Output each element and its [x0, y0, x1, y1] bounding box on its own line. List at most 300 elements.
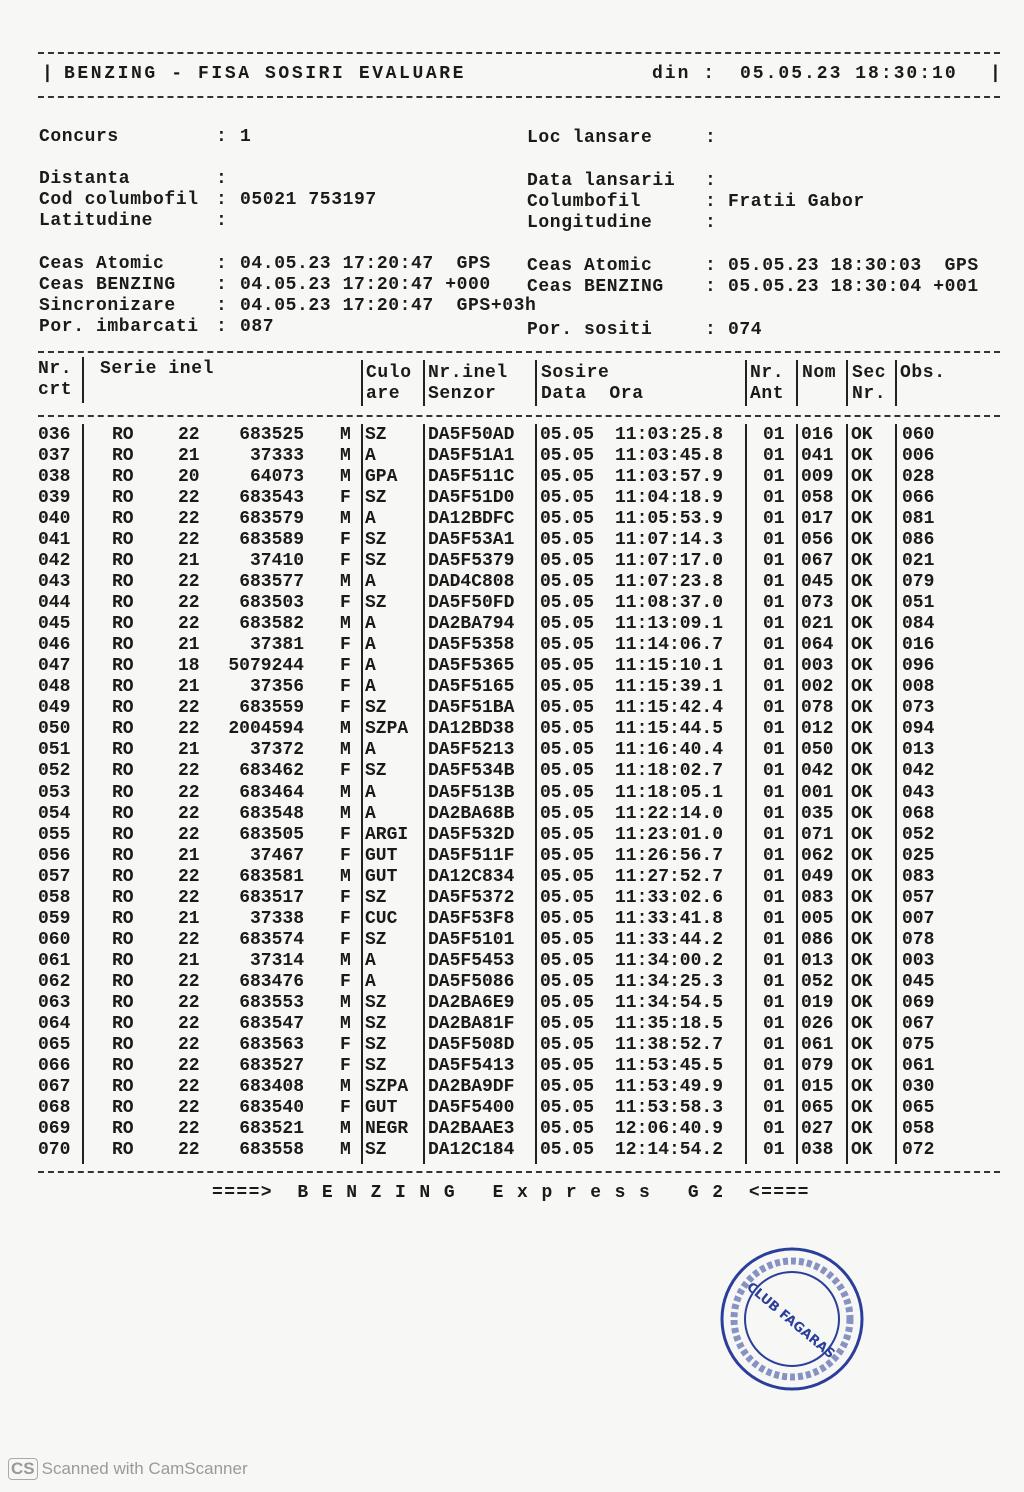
cell-nr-crt: 040 [38, 509, 71, 530]
cell-obs: 042 [902, 761, 935, 782]
cell-sensor: DA5F532D [428, 824, 515, 845]
cell-country: RO [112, 971, 134, 992]
cell-nr-crt: 054 [38, 803, 71, 824]
cell-country: RO [112, 635, 134, 656]
cell-ring-number: 683543 [239, 488, 304, 509]
cell-nr-crt: 063 [38, 992, 71, 1013]
cell-sec: OK [851, 992, 873, 1013]
cell-color: SZ [365, 887, 387, 908]
cell-sensor: DA5F5101 [428, 929, 515, 950]
cell-arrival-time: 11:23:01.0 [615, 824, 724, 845]
cell-nr-crt: 067 [38, 1076, 71, 1097]
cell-obs: 067 [902, 1013, 935, 1034]
r-ceas-atomic-value: 05.05.23 18:30:03 GPS [728, 256, 979, 276]
cell-nr-ant: 01 [763, 509, 785, 530]
cell-ring-number: 683563 [239, 1034, 304, 1055]
cell-sensor: DA5F5453 [428, 950, 515, 971]
cell-nr-crt: 042 [38, 551, 71, 572]
cell-year: 21 [178, 740, 200, 761]
cell-sec: OK [851, 908, 873, 929]
table-row [0, 488, 1024, 509]
cell-sensor: DA5F511F [428, 845, 515, 866]
cod-label: Cod columbofil [39, 190, 199, 210]
cell-sensor: DA5F511C [428, 467, 515, 488]
cell-country: RO [112, 614, 134, 635]
table-row [0, 614, 1024, 635]
cell-ring-number: 683558 [239, 1140, 304, 1161]
table-row [0, 530, 1024, 551]
colon: : [705, 256, 717, 276]
column-divider [846, 424, 848, 1164]
cell-nr-ant: 01 [763, 656, 785, 677]
cell-arrival-date: 05.05 [540, 992, 595, 1013]
cell-ring-number: 683527 [239, 1055, 304, 1076]
cod-value: 05021 753197 [240, 190, 377, 210]
cell-arrival-time: 11:27:52.7 [615, 866, 724, 887]
cell-arrival-date: 05.05 [540, 1013, 595, 1034]
cell-sec: OK [851, 698, 873, 719]
cell-nr-crt: 061 [38, 950, 71, 971]
cell-obs: 066 [902, 488, 935, 509]
cell-nr-crt: 055 [38, 824, 71, 845]
cell-ring-number: 683577 [239, 572, 304, 593]
cell-sex: F [340, 1055, 351, 1076]
column-divider [535, 360, 537, 406]
cell-color: GUT [365, 845, 398, 866]
cell-sec: OK [851, 929, 873, 950]
cell-country: RO [112, 530, 134, 551]
cell-sec: OK [851, 803, 873, 824]
table-row [0, 551, 1024, 572]
cell-arrival-date: 05.05 [540, 1118, 595, 1139]
cell-color: A [365, 656, 376, 677]
cell-color: SZ [365, 1055, 387, 1076]
cell-nr-ant: 01 [763, 1055, 785, 1076]
colon: : [216, 127, 228, 147]
cell-arrival-time: 12:06:40.9 [615, 1118, 724, 1139]
data-lansarii-label: Data lansarii [527, 171, 676, 191]
cell-ring-number: 683574 [239, 929, 304, 950]
cell-arrival-date: 05.05 [540, 677, 595, 698]
colon: : [705, 171, 717, 191]
cell-nr-crt: 046 [38, 635, 71, 656]
cell-arrival-date: 05.05 [540, 1097, 595, 1118]
cell-arrival-time: 11:26:56.7 [615, 845, 724, 866]
cell-country: RO [112, 1034, 134, 1055]
cell-year: 22 [178, 530, 200, 551]
cell-nr-crt: 062 [38, 971, 71, 992]
cell-country: RO [112, 782, 134, 803]
cell-year: 22 [178, 1076, 200, 1097]
colon: : [705, 277, 717, 297]
cell-year: 22 [178, 992, 200, 1013]
cell-arrival-time: 11:53:49.9 [615, 1076, 724, 1097]
th-sec-nr: Nr. [852, 384, 887, 404]
cell-year: 22 [178, 614, 200, 635]
cell-arrival-date: 05.05 [540, 950, 595, 971]
cell-country: RO [112, 929, 134, 950]
cell-color: A [365, 614, 376, 635]
cell-color: GPA [365, 467, 398, 488]
table-row [0, 572, 1024, 593]
cell-arrival-date: 05.05 [540, 929, 595, 950]
imbarcati-value: 087 [240, 317, 275, 337]
cell-arrival-time: 11:18:02.7 [615, 761, 724, 782]
imbarcati-label: Por. imbarcati [39, 317, 199, 337]
cell-ring-number: 683462 [239, 761, 304, 782]
colon: : [705, 213, 717, 233]
cell-obs: 083 [902, 866, 935, 887]
cell-arrival-date: 05.05 [540, 635, 595, 656]
table-row [0, 425, 1024, 446]
cell-arrival-time: 11:15:42.4 [615, 698, 724, 719]
club-stamp [718, 1245, 866, 1393]
cell-nr-ant: 01 [763, 908, 785, 929]
cell-nr-crt: 038 [38, 467, 71, 488]
cell-nr-ant: 01 [763, 467, 785, 488]
colon: : [216, 211, 228, 231]
cell-sec: OK [851, 1034, 873, 1055]
cell-ring-number: 5079244 [228, 656, 304, 677]
cell-nom: 083 [801, 887, 834, 908]
cell-arrival-date: 05.05 [540, 1034, 595, 1055]
cell-sensor: DA5F51A1 [428, 446, 515, 467]
cell-nom: 045 [801, 572, 834, 593]
cell-ring-number: 683559 [239, 698, 304, 719]
camscanner-logo: CS [8, 1458, 38, 1480]
table-row [0, 888, 1024, 909]
cell-obs: 060 [902, 425, 935, 445]
cell-sex: F [340, 593, 351, 614]
cell-obs: 052 [902, 824, 935, 845]
cell-year: 21 [178, 845, 200, 866]
th-crt: crt [38, 380, 73, 400]
cell-nom: 019 [801, 992, 834, 1013]
cell-sensor: DA12C184 [428, 1140, 515, 1161]
cell-nr-ant: 01 [763, 1076, 785, 1097]
cell-color: A [365, 740, 376, 761]
cell-year: 22 [178, 887, 200, 908]
cell-sex: F [340, 1097, 351, 1118]
lat-label: Latitudine [39, 211, 154, 231]
cell-nom: 015 [801, 1076, 834, 1097]
cell-sex: M [340, 866, 351, 887]
cell-country: RO [112, 551, 134, 572]
cell-arrival-date: 05.05 [540, 656, 595, 677]
th-ant: Ant [750, 384, 785, 404]
column-divider [535, 424, 537, 1164]
cell-sensor: DA5F5358 [428, 635, 515, 656]
cell-arrival-date: 05.05 [540, 1140, 595, 1161]
table-row [0, 825, 1024, 846]
cell-obs: 065 [902, 1097, 935, 1118]
cell-nr-crt: 052 [38, 761, 71, 782]
cell-sensor: DA5F53A1 [428, 530, 515, 551]
cell-year: 22 [178, 1140, 200, 1161]
cell-sensor: DA2BA794 [428, 614, 515, 635]
cell-nr-crt: 049 [38, 698, 71, 719]
cell-nr-crt: 037 [38, 446, 71, 467]
cell-year: 22 [178, 824, 200, 845]
cell-obs: 003 [902, 950, 935, 971]
cell-country: RO [112, 677, 134, 698]
table-row [0, 740, 1024, 761]
cell-sex: F [340, 761, 351, 782]
cell-sec: OK [851, 866, 873, 887]
cell-color: SZ [365, 593, 387, 614]
cell-nr-ant: 01 [763, 782, 785, 803]
cell-sec: OK [851, 1013, 873, 1034]
cell-sec: OK [851, 1140, 873, 1161]
cell-nom: 056 [801, 530, 834, 551]
cell-arrival-date: 05.05 [540, 425, 595, 445]
cell-nom: 016 [801, 425, 834, 445]
cell-sensor: DA5F5400 [428, 1097, 515, 1118]
cell-arrival-time: 11:33:44.2 [615, 929, 724, 950]
cell-sec: OK [851, 677, 873, 698]
cell-sensor: DA2BA9DF [428, 1076, 515, 1097]
cell-obs: 057 [902, 887, 935, 908]
cell-sensor: DA5F50FD [428, 593, 515, 614]
loc-label: Loc lansare [527, 128, 653, 148]
cell-year: 22 [178, 572, 200, 593]
cell-color: SZ [365, 530, 387, 551]
cell-ring-number: 683503 [239, 593, 304, 614]
cell-obs: 075 [902, 1034, 935, 1055]
cell-nom: 002 [801, 677, 834, 698]
cell-sensor: DA5F5413 [428, 1055, 515, 1076]
cell-sex: M [340, 1140, 351, 1161]
cell-color: CUC [365, 908, 398, 929]
cell-color: SZ [365, 761, 387, 782]
cell-sensor: DA5F50AD [428, 425, 515, 445]
table-row [0, 1077, 1024, 1098]
cell-year: 21 [178, 950, 200, 971]
cell-nr-crt: 064 [38, 1013, 71, 1034]
cell-year: 22 [178, 425, 200, 445]
cell-arrival-date: 05.05 [540, 908, 595, 929]
cell-sec: OK [851, 950, 873, 971]
cell-nr-ant: 01 [763, 446, 785, 467]
cell-country: RO [112, 656, 134, 677]
cell-obs: 078 [902, 929, 935, 950]
colon: : [216, 254, 228, 274]
cell-color: SZ [365, 929, 387, 950]
cell-ring-number: 37372 [249, 740, 304, 761]
cell-arrival-time: 11:15:39.1 [615, 677, 724, 698]
table-row [0, 761, 1024, 782]
cell-nr-crt: 068 [38, 1097, 71, 1118]
cell-nom: 003 [801, 656, 834, 677]
column-divider [423, 360, 425, 406]
cell-ring-number: 683464 [239, 782, 304, 803]
cell-sec: OK [851, 1118, 873, 1139]
table-row [0, 446, 1024, 467]
cell-nom: 021 [801, 614, 834, 635]
cell-nom: 050 [801, 740, 834, 761]
cell-ring-number: 683589 [239, 530, 304, 551]
cell-country: RO [112, 740, 134, 761]
cell-year: 22 [178, 1055, 200, 1076]
cell-obs: 006 [902, 446, 935, 467]
cell-sec: OK [851, 719, 873, 740]
cell-nom: 026 [801, 1013, 834, 1034]
cell-ring-number: 683517 [239, 887, 304, 908]
table-row [0, 1098, 1024, 1119]
cell-sex: M [340, 467, 351, 488]
cell-obs: 030 [902, 1076, 935, 1097]
cell-ring-number: 64073 [249, 467, 304, 488]
cell-color: A [365, 446, 376, 467]
divider [38, 52, 1000, 54]
cell-obs: 021 [902, 551, 935, 572]
cell-sensor: DA5F5372 [428, 887, 515, 908]
cell-nr-ant: 01 [763, 845, 785, 866]
cell-sec: OK [851, 614, 873, 635]
cell-year: 22 [178, 1097, 200, 1118]
table-row [0, 635, 1024, 656]
table-row [0, 1014, 1024, 1035]
cell-nr-ant: 01 [763, 425, 785, 445]
header-bar-right: | [990, 64, 1002, 84]
column-divider [745, 424, 747, 1164]
cell-sex: M [340, 803, 351, 824]
cell-nr-ant: 01 [763, 572, 785, 593]
cell-year: 20 [178, 467, 200, 488]
cell-year: 21 [178, 635, 200, 656]
cell-obs: 013 [902, 740, 935, 761]
camscanner-text: Scanned with CamScanner [41, 1459, 248, 1478]
cell-sensor: DA5F51BA [428, 698, 515, 719]
cell-year: 22 [178, 866, 200, 887]
cell-arrival-time: 11:33:41.8 [615, 908, 724, 929]
cell-color: A [365, 509, 376, 530]
cell-nr-ant: 01 [763, 677, 785, 698]
cell-sensor: DA2BA81F [428, 1013, 515, 1034]
cell-color: NEGR [365, 1118, 409, 1139]
cell-ring-number: 683581 [239, 866, 304, 887]
cell-country: RO [112, 950, 134, 971]
cell-nom: 042 [801, 761, 834, 782]
cell-sensor: DA5F5165 [428, 677, 515, 698]
cell-sensor: DA5F5213 [428, 740, 515, 761]
cell-sec: OK [851, 635, 873, 656]
cell-nr-crt: 053 [38, 782, 71, 803]
cell-nr-crt: 050 [38, 719, 71, 740]
th-are: are [366, 384, 401, 404]
cell-nom: 027 [801, 1118, 834, 1139]
cell-sex: M [340, 1118, 351, 1139]
colon: : [216, 317, 228, 337]
cell-nr-crt: 058 [38, 887, 71, 908]
cell-arrival-date: 05.05 [540, 887, 595, 908]
cell-sensor: DA12C834 [428, 866, 515, 887]
table-row [0, 867, 1024, 888]
cell-obs: 069 [902, 992, 935, 1013]
cell-nom: 001 [801, 782, 834, 803]
r-ceas-benzing-value: 05.05.23 18:30:04 +001 [728, 277, 979, 297]
table-row [0, 656, 1024, 677]
cell-sex: F [340, 635, 351, 656]
column-divider [796, 360, 798, 406]
table-row [0, 1140, 1024, 1161]
cell-nr-crt: 069 [38, 1118, 71, 1139]
cell-ring-number: 683476 [239, 971, 304, 992]
cell-arrival-time: 11:53:45.5 [615, 1055, 724, 1076]
cell-country: RO [112, 1140, 134, 1161]
cell-arrival-time: 11:08:37.0 [615, 593, 724, 614]
cell-sex: M [340, 782, 351, 803]
cell-obs: 045 [902, 971, 935, 992]
cell-sec: OK [851, 782, 873, 803]
cell-sec: OK [851, 551, 873, 572]
table-row [0, 698, 1024, 719]
cell-sex: F [340, 887, 351, 908]
cell-nr-ant: 01 [763, 887, 785, 908]
cell-country: RO [112, 698, 134, 719]
long-label: Longitudine [527, 213, 653, 233]
cell-sec: OK [851, 446, 873, 467]
cell-nr-ant: 01 [763, 530, 785, 551]
cell-obs: 025 [902, 845, 935, 866]
divider [38, 415, 1000, 417]
cell-nr-ant: 01 [763, 1097, 785, 1118]
cell-nr-ant: 01 [763, 1118, 785, 1139]
cell-year: 22 [178, 593, 200, 614]
cell-nom: 038 [801, 1140, 834, 1161]
column-divider [82, 424, 84, 1164]
cell-obs: 051 [902, 593, 935, 614]
r-ceas-benzing-label: Ceas BENZING [527, 277, 664, 297]
colon: : [705, 192, 717, 212]
cell-sensor: DA5F5379 [428, 551, 515, 572]
cell-nom: 079 [801, 1055, 834, 1076]
cell-country: RO [112, 1097, 134, 1118]
cell-arrival-time: 11:22:14.0 [615, 803, 724, 824]
th-nom: Nom [802, 363, 837, 383]
cell-nr-crt: 065 [38, 1034, 71, 1055]
cell-country: RO [112, 488, 134, 509]
cell-arrival-time: 11:53:58.3 [615, 1097, 724, 1118]
cell-nom: 017 [801, 509, 834, 530]
sincronizare-value: 04.05.23 17:20:47 GPS+03h [240, 296, 537, 316]
th-nr: Nr. [38, 359, 73, 379]
cell-sex: M [340, 719, 351, 740]
cell-country: RO [112, 1118, 134, 1139]
cell-nr-ant: 01 [763, 1034, 785, 1055]
colon: : [705, 320, 717, 340]
colon: : [216, 275, 228, 295]
cell-sex: M [340, 614, 351, 635]
cell-color: SZ [365, 425, 387, 445]
cell-year: 22 [178, 782, 200, 803]
table-row [0, 509, 1024, 530]
cell-sensor: DA5F51D0 [428, 488, 515, 509]
cell-ring-number: 683521 [239, 1118, 304, 1139]
cell-year: 22 [178, 971, 200, 992]
cell-arrival-time: 11:04:18.9 [615, 488, 724, 509]
cell-ring-number: 683582 [239, 614, 304, 635]
cell-arrival-date: 05.05 [540, 803, 595, 824]
cell-ring-number: 683505 [239, 824, 304, 845]
cell-sec: OK [851, 887, 873, 908]
cell-ring-number: 37381 [249, 635, 304, 656]
cell-obs: 058 [902, 1118, 935, 1139]
cell-nr-crt: 060 [38, 929, 71, 950]
cell-arrival-date: 05.05 [540, 467, 595, 488]
cell-sec: OK [851, 845, 873, 866]
cell-sex: F [340, 929, 351, 950]
